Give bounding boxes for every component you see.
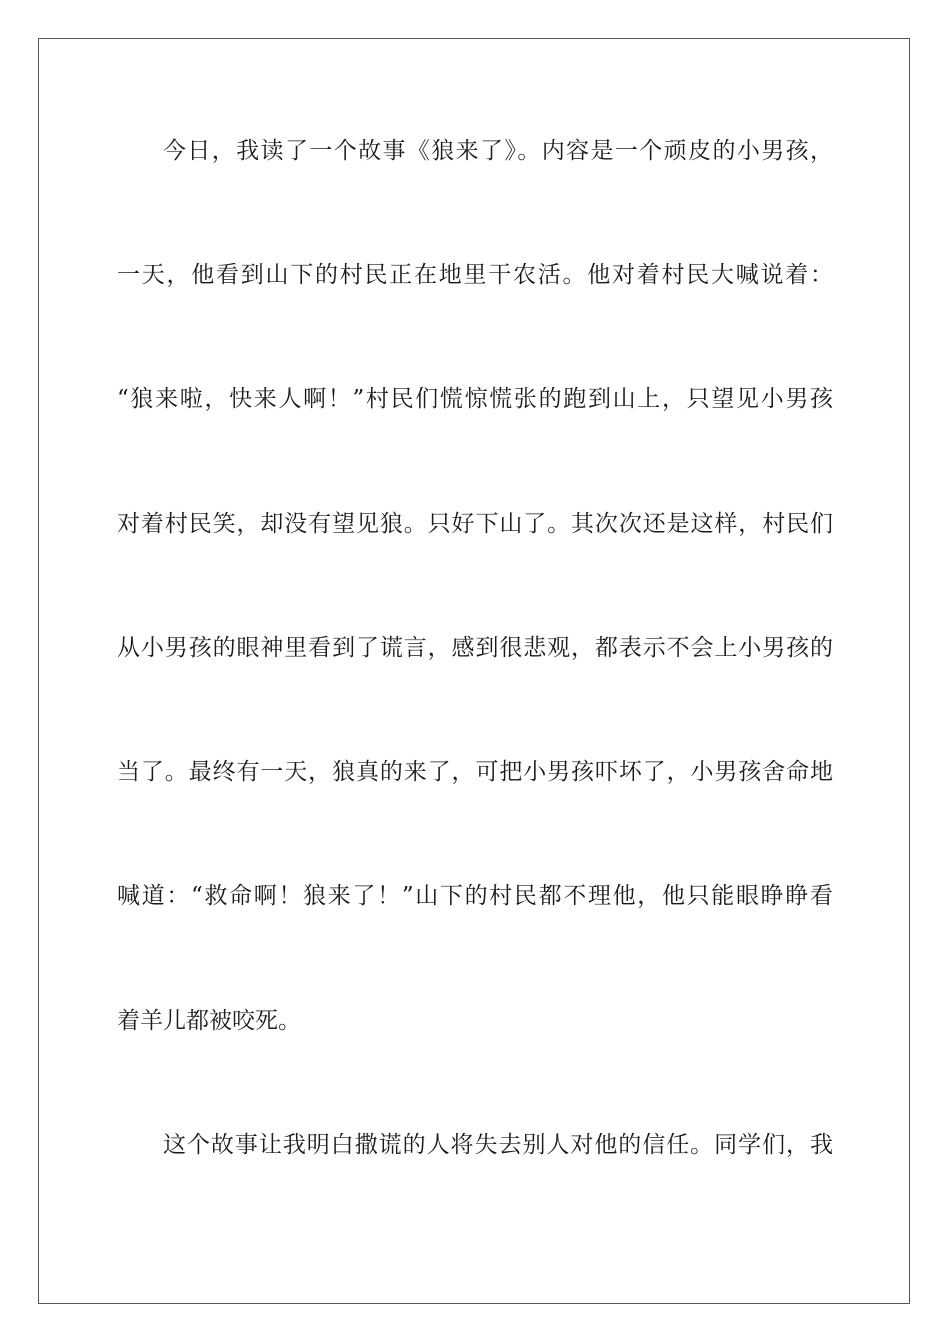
text-line: 对着村民笑，却没有望见狼。只好下山了。其次次还是这样，村民们 [117, 511, 833, 537]
page-border [38, 38, 910, 1304]
text-line: 从小男孩的眼神里看到了谎言，感到很悲观，都表示不会上小男孩的 [117, 635, 833, 661]
text-line: 这个故事让我明白撒谎的人将失去别人对他的信任。同学们，我 [163, 1132, 833, 1158]
text-line: 今日，我读了一个故事《狼来了》。内容是一个顽皮的小男孩， [163, 138, 833, 164]
text-line: 喊道：“救命啊！狼来了！”山下的村民都不理他，他只能眼睁睁看 [117, 883, 833, 909]
text-line: 一天，他看到山下的村民正在地里干农活。他对着村民大喊说着： [117, 262, 833, 288]
text-line: “狼来啦，快来人啊！”村民们慌惊慌张的跑到山上，只望见小男孩 [117, 386, 833, 412]
text-line: 着羊儿都被咬死。 [117, 1008, 301, 1034]
text-line: 当了。最终有一天，狼真的来了，可把小男孩吓坏了，小男孩舍命地 [117, 759, 833, 785]
